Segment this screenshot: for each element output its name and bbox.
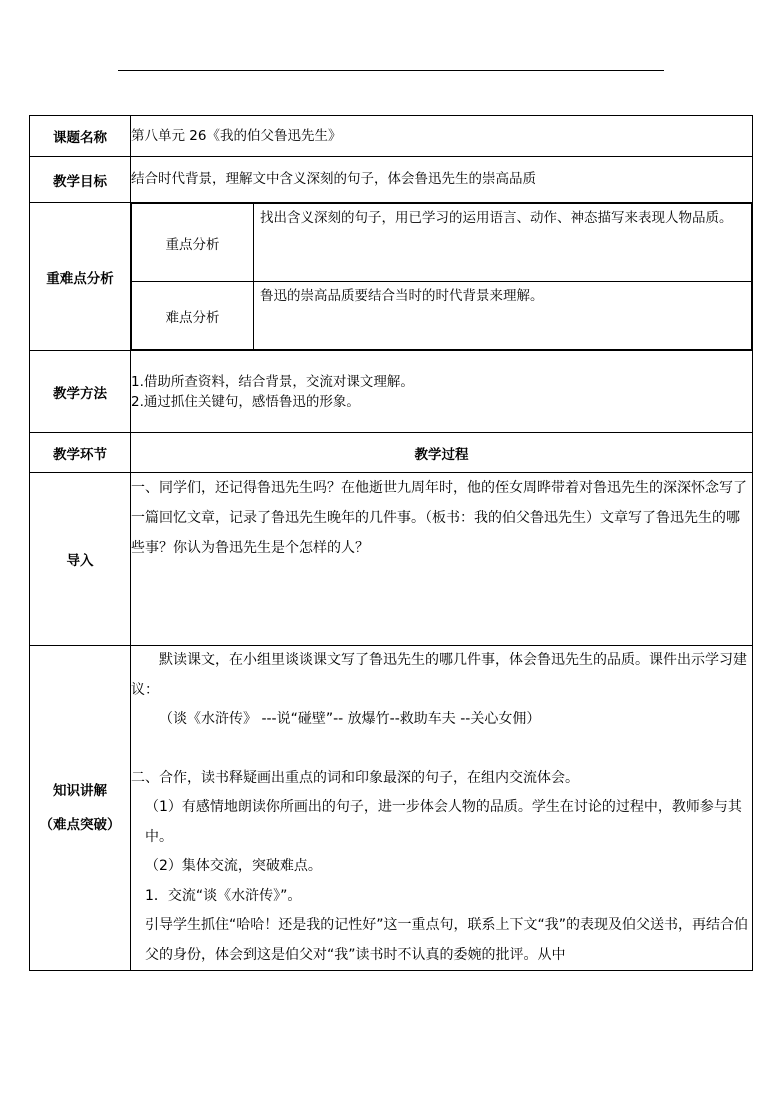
difficult-point-label: 难点分析	[132, 282, 254, 350]
knowledge-label-cell	[30, 646, 131, 971]
key-point-value: 找出含义深刻的句子，用已学习的运用语言、动作、神态描写来表现人物品质。	[254, 204, 752, 282]
knowledge-paragraph-7: 引导学生抓住“哈哈！还是我的记性好”这一重点句，联系上下文“我”的表现及伯父送书，再结合伯父的身份，体会到这是伯父对“我”读书时不认真的委婉的批评。从中	[145, 917, 749, 963]
row-intro	[30, 473, 753, 646]
process-label: 教学过程	[131, 433, 753, 473]
knowledge-paragraph-2: （谈《水浒传》 ---说“碰壁”-- 放爆竹--救助车夫 --关心女佣）	[159, 711, 541, 727]
row-title	[30, 116, 753, 157]
key-difficult-subtable	[131, 203, 752, 350]
row-process-header	[30, 433, 753, 473]
row-method	[30, 351, 753, 433]
difficult-point-value: 鲁迅的崇高品质要结合当时的时代背景来理解。	[254, 282, 752, 350]
knowledge-sublabel: （难点突破）	[39, 817, 121, 833]
knowledge-paragraph-3: 二、合作，读书释疑画出重点的词和印象最深的句子，在组内交流体会。	[131, 769, 579, 786]
goal-label: 教学目标	[30, 157, 131, 203]
intro-text: 一、同学们，还记得鲁迅先生吗？在他逝世九周年时，他的侄女周晔带着对鲁迅先生的深深怀念写了一篇回忆文章，记录了鲁迅先生晚年的几件事。（板书：我的伯父鲁迅先生）文章写了鲁迅先生的哪些事？你认为鲁迅先生是个怎样的人？	[131, 473, 753, 646]
method-line-1: 1.借助所查资料，结合背景，交流对课文理解。	[131, 373, 414, 390]
method-line-2: 2.通过抓住关键句，感悟鲁迅的形象。	[131, 393, 360, 410]
header-rule	[118, 70, 664, 71]
title-value: 第八单元 26《我的伯父鲁迅先生》	[131, 116, 753, 157]
method-label: 教学方法	[30, 351, 131, 433]
title-label: 课题名称	[30, 116, 131, 157]
method-value	[131, 351, 753, 433]
stage-label: 教学环节	[30, 433, 131, 473]
knowledge-paragraph-1: 默读课文，在小组里谈谈课文写了鲁迅先生的哪几件事，体会鲁迅先生的品质。课件出示学习建议：	[131, 652, 747, 698]
knowledge-paragraph-4: （1）有感情地朗读你所画出的句子，进一步体会人物的品质。学生在讨论的过程中，教师参与其中。	[145, 799, 742, 845]
row-knowledge	[30, 646, 753, 971]
knowledge-content	[131, 646, 753, 971]
knowledge-paragraph-5: （2）集体交流，突破难点。	[145, 858, 322, 874]
key-difficult-label: 重难点分析	[30, 203, 131, 351]
row-goal	[30, 157, 753, 203]
lesson-plan-table	[29, 115, 753, 971]
knowledge-label: 知识讲解	[53, 783, 107, 799]
key-point-label: 重点分析	[132, 204, 254, 282]
row-key-difficult	[30, 203, 753, 351]
knowledge-paragraph-6: 1．交流“谈《水浒传》”。	[145, 887, 302, 904]
goal-value: 结合时代背景，理解文中含义深刻的句子，体会鲁迅先生的崇高品质	[131, 157, 753, 203]
intro-label: 导入	[30, 473, 131, 646]
